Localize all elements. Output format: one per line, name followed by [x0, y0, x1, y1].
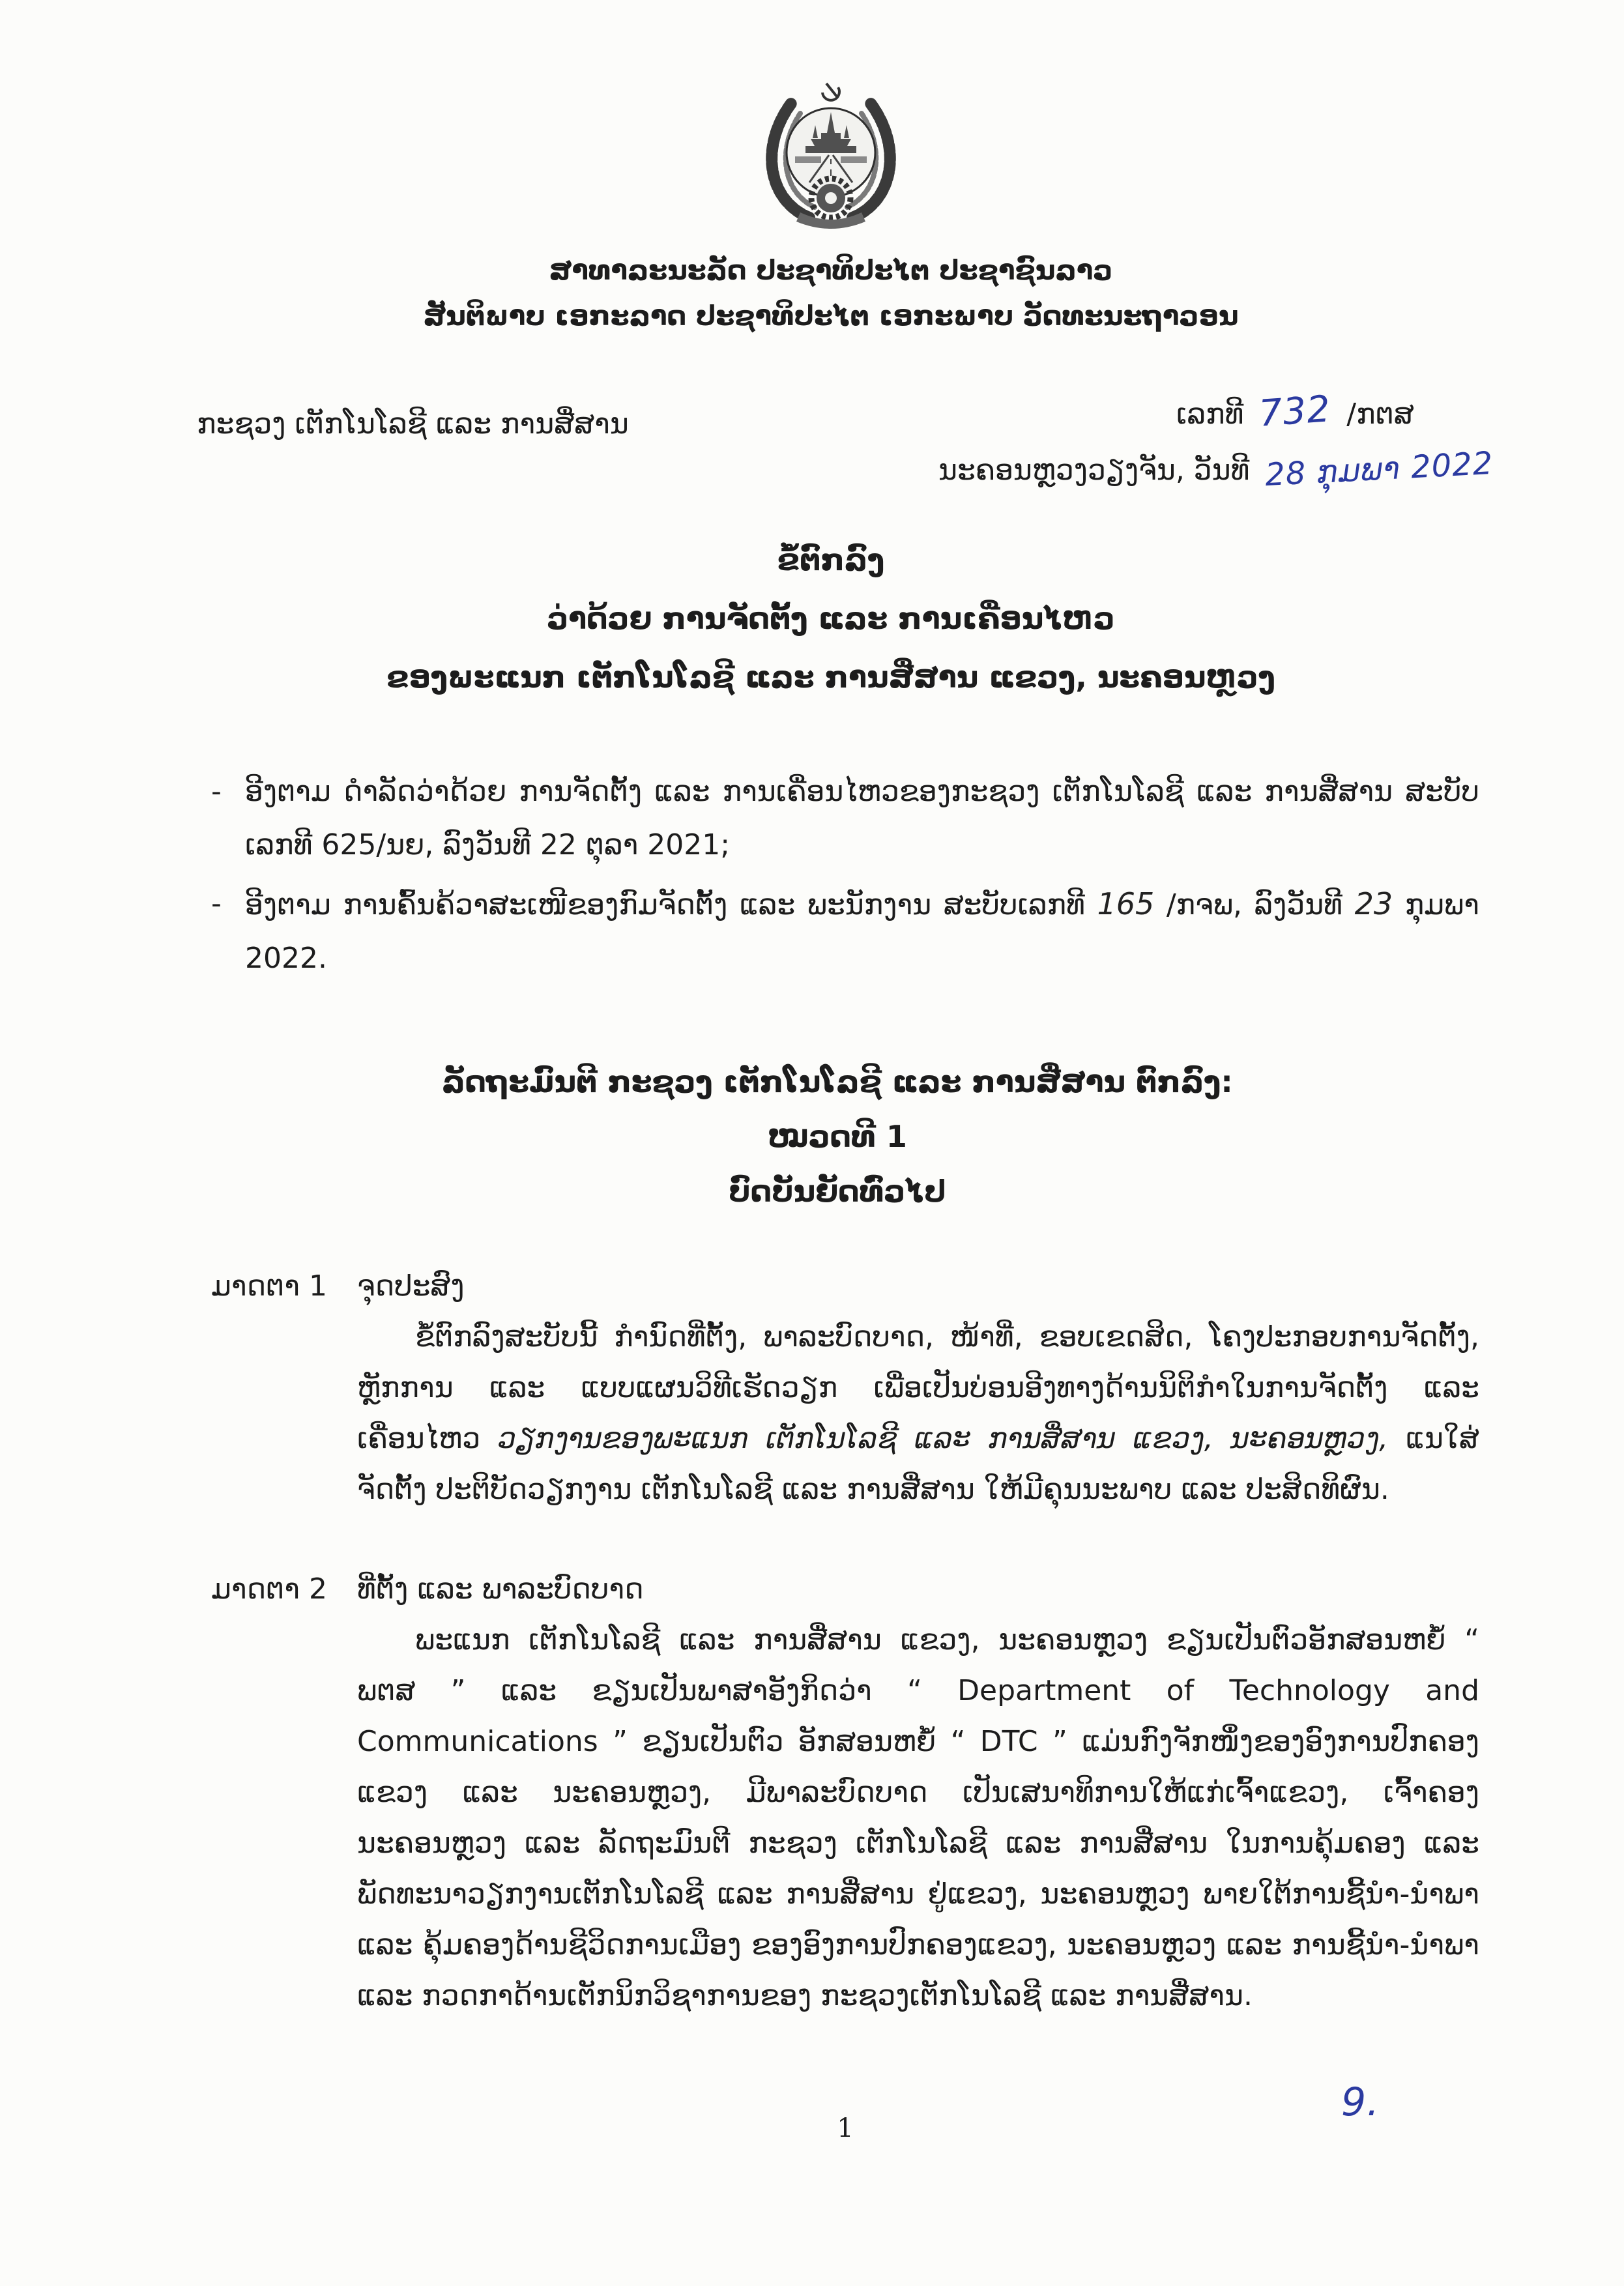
chapter-title: ບົດບັນຍັດທົ່ວໄປ: [729, 1174, 946, 1209]
national-motto: ສັນຕິພາບ ເອກະລາດ ປະຊາທິປະໄຕ ເອກະພາບ ວັດທະນະຖາວອນ: [423, 300, 1239, 332]
reference-dash: -: [211, 887, 222, 920]
title-line-1: ຂໍ້ຕົກລົງ: [777, 542, 885, 577]
reference-text: ອີງຕາມ ດຳລັດວ່າດ້ວຍ ການຈັດຕັ້ງ ແລະ ການເຄື່ອນໄຫວຂອງກະຊວງ ເຕັກໂນໂລຊີ ແລະ ການສື່ສານ ສະບັບ ເລກທີ 625/ນຍ, ລົງວັນທີ 22 ຕຸລາ 2021;: [245, 775, 1479, 861]
decree-statement: ລັດຖະມົນຕີ ກະຊວງ ເຕັກໂນໂລຊີ ແລະ ການສື່ສານ ຕົກລົງ:: [442, 1064, 1233, 1099]
title-line-3: ຂອງພະແນກ ເຕັກໂນໂລຊີ ແລະ ການສື່ສານ ແຂວງ, ນະຄອນຫຼວງ: [386, 659, 1275, 695]
lao-national-emblem-icon: [749, 73, 912, 236]
article-label: ມາດຕາ 2: [211, 1572, 327, 1606]
national-header: [196, 248, 1466, 339]
issuing-ministry: ກະຊວງ ເຕັກໂນໂລຊີ ແລະ ການສື່ສານ: [197, 407, 629, 441]
article-title: ທີ່ຕັ້ງ ແລະ ພາລະບົດບາດ: [357, 1572, 644, 1606]
reference-dash: -: [211, 775, 222, 808]
article-body: ພະແນກ ເຕັກໂນໂລຊີ ແລະ ການສື່ສານ ແຂວງ, ນະຄອນຫຼວງ ຂຽນເປັນຕົວອັກສອນຫຍໍ້ “ ພຕສ ” ແລະ ຂຽນເປັນພາສາອັງກິດວ່າ “ Department of Technology and Communications ” ຂຽນເປັນຕົວ ອັກສອນຫຍໍ້ “ DTC ” ແມ່ນກົງຈັກໜຶ່ງຂອງອົງການປົກຄອງແຂວງ ແລະ ນະຄອນຫຼວງ, ມີພາລະບົດບາດ ເປັນເສນາທິການໃຫ້ແກ່ເຈົ້າແຂວງ, ເຈົ້າຄອງນະຄອນຫຼວງ ແລະ ລັດຖະມົນຕີ ກະຊວງ ເຕັກໂນໂລຊີ ແລະ ການສື່ສານ ໃນການຄຸ້ມຄອງ ແລະ ພັດທະນາວຽກງານເຕັກໂນໂລຊີ ແລະ ການສື່ສານ ຢູ່ແຂວງ, ນະຄອນຫຼວງ ພາຍໃຕ້ການຊີ້ນຳ-ນຳພາ ແລະ ຄຸ້ມຄອງດ້ານຊີວິດການເມືອງ ຂອງອົງການປົກຄອງແຂວງ, ນະຄອນຫຼວງ ແລະ ການຊີ້ນຳ-ນຳພາ ແລະ ກວດກາດ້ານເຕັກນິກວິຊາການຂອງ ກະຊວງເຕັກໂນໂລຊີ ແລະ ການສື່ສານ.: [357, 1623, 1479, 2012]
reference-day-handwritten: 23: [1354, 886, 1393, 921]
decree-heading: [196, 1054, 1479, 1219]
reference-item: [196, 765, 1479, 872]
reference-item: [196, 877, 1479, 985]
date-handwritten: 28 ກຸມພາ 2022: [1264, 444, 1495, 494]
document-title: [196, 530, 1466, 706]
article-1: [196, 1261, 1479, 1515]
reference-number-handwritten: 165: [1097, 886, 1155, 921]
handwritten-page-mark: 9.: [1341, 2079, 1380, 2125]
document-number-handwritten: 732: [1258, 388, 1333, 435]
article-body: [357, 1312, 1479, 1515]
reference-text-part: ກຸມພາ 2022.: [245, 888, 1479, 975]
chapter-number: ໝວດທີ 1: [768, 1119, 907, 1154]
article-body-part: ແນໃສ່ຈັດຕັ້ງ ປະຕິບັດວຽກງານ ເຕັກໂນໂລຊີ ແລະ ການສື່ສານ ໃຫ້ມີຄຸນນະພາບ ແລະ ປະສິດທິຜົນ.: [357, 1422, 1479, 1506]
country-name: ສາທາລະນະລັດ ປະຊາທິປະໄຕ ປະຊາຊົນລາວ: [549, 254, 1113, 286]
reference-text-part: /ກຈພ, ລົງວັນທີ: [1154, 888, 1355, 921]
article-body-part-italic: ວຽກງານຂອງພະແນກ ເຕັກໂນໂລຊີ ແລະ ການສື່ສານ ແຂວງ, ນະຄອນຫຼວງ,: [498, 1422, 1389, 1455]
page-number: 1: [837, 2113, 854, 2143]
article-label: ມາດຕາ 1: [211, 1269, 327, 1303]
document-number: [1176, 386, 1414, 441]
sickle-hammer-icon: [822, 83, 839, 100]
article-body-part: ຂໍ້ຕົກລົງສະບັບນີ້ ກຳນົດທີ່ຕັ້ງ, ພາລະບົດບາດ, ໜ້າທີ່, ຂອບເຂດສິດ, ໂຄງປະກອບການຈັດຕັ້ງ, ຫຼັກການ ແລະ ແບບແຜນວິທີເຮັດວຽກ ເພື່ອເປັນບ່ອນອີງທາງດ້ານນິຕິກຳໃນການຈັດຕັ້ງ ແລະ ເຄື່ອນໄຫວ: [357, 1320, 1479, 1455]
article-title: ຈຸດປະສົງ: [357, 1269, 465, 1303]
article-heading: [196, 1564, 1479, 1615]
reference-text-part: ອີງຕາມ ການຄົ້ນຄ້ວາສະເໜີຂອງກົມຈັດຕັ້ງ ແລະ ພະນັກງານ ສະບັບເລກທີ: [245, 888, 1097, 921]
article-heading: [196, 1261, 1479, 1312]
title-line-2: ວ່າດ້ວຍ ການຈັດຕັ້ງ ແລະ ການເຄື່ອນໄຫວ: [547, 601, 1115, 636]
legal-references: [196, 765, 1479, 985]
article-2: [196, 1564, 1479, 2021]
document-place-date: [938, 443, 1494, 497]
document-number-suffix: /ກຕສ: [1346, 398, 1414, 431]
document-body: [196, 765, 1479, 2021]
document-number-label: ເລກທີ: [1176, 398, 1244, 431]
place-date-label: ນະຄອນຫຼວງວຽງຈັນ, ວັນທີ: [938, 454, 1250, 487]
